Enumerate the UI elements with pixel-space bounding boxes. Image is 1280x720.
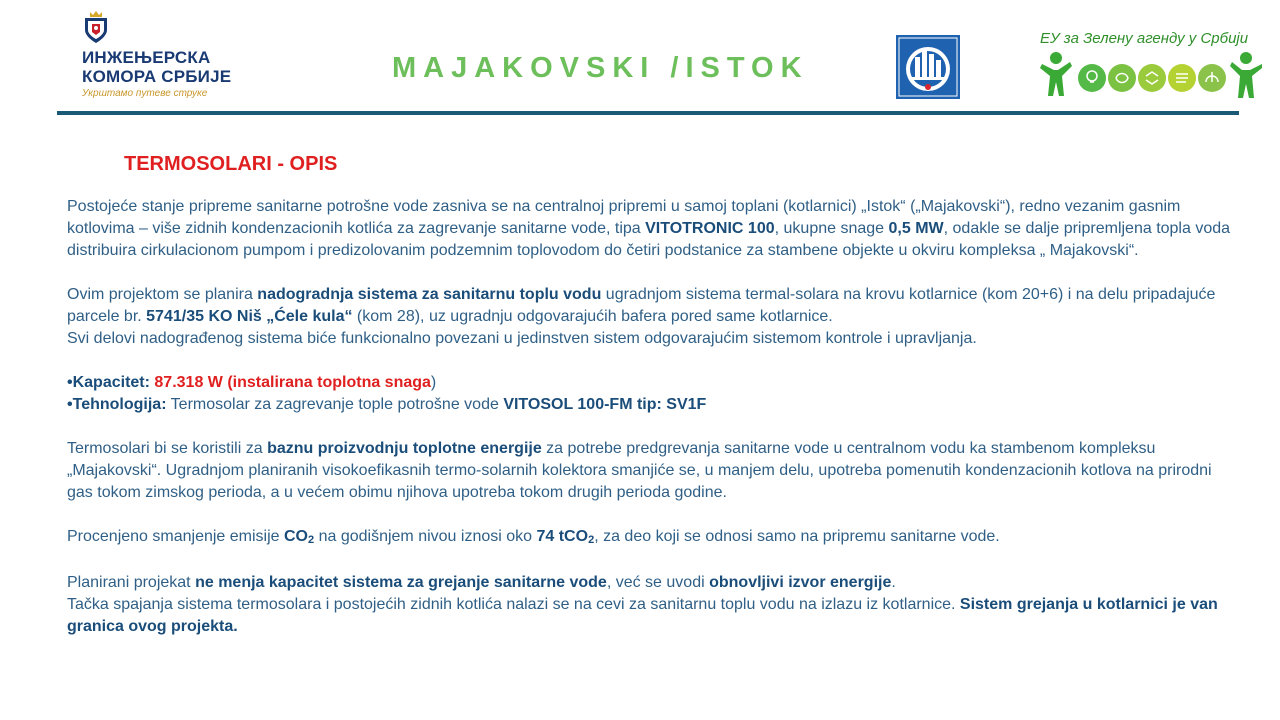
org-name-line1: ИНЖЕЊЕРСКА [82, 48, 211, 67]
city-building-logo-icon [896, 35, 960, 99]
bullet-label: •Kapacitet: [67, 374, 155, 391]
paragraph-emission [67, 526, 1235, 551]
org-tagline: Укрштамо путеве струке [82, 88, 208, 99]
header-title: MAJAKOVSKI /ISTOK [392, 52, 809, 84]
eu-green-agenda-logo [1040, 30, 1262, 102]
eu-green-agenda-text: ЕУ за Зелену агенду у Србији [1040, 30, 1249, 47]
text-run: ) [430, 374, 437, 391]
org-name-line2: КОМОРА СРБИЈЕ [82, 67, 232, 86]
text-run: , za deo koji se odnosi samo na pripremu sanitarne vode. [594, 528, 1000, 545]
usage-highlight: baznu proizvodnju toplotne energije [267, 440, 542, 457]
text-run: Termosolari bi se koristili za [67, 440, 268, 457]
slide-title: TERMOSOLARI - OPIS [124, 153, 338, 175]
text-run: ugradnjom sistema termal-solara na krovu kotlarnice (kom 20+6) i na delu pripadajuće parcele br. [67, 286, 1216, 325]
text-run: Ovim projektom se planira [67, 286, 258, 303]
text-run: Procenjeno smanjenje emisije [67, 528, 284, 545]
text-run: Postojeće stanje pripreme sanitarne potrošne vode zasniva se na centralnoj pripremi u samoj toplani (kotlarnici) „Istok“ („Majakovski“), redno vezanim gasnim kotlovima – više zidnih kondenzacionih kotlića za zagrevanje sanitarne vode, tipa [67, 198, 1181, 237]
renewable-source: obnovljivi izvor energije [709, 574, 892, 591]
ikc-logo [82, 10, 242, 102]
text-run: 74 tCO [536, 528, 589, 545]
text-run: na godišnjem nivou iznosi oko [314, 528, 537, 545]
text-run: Planirani projekat [67, 574, 196, 591]
co2-label [284, 528, 314, 545]
paragraph-project-plan [67, 284, 1235, 328]
text-run: za potrebe predgrevanja sanitarne vode u centralnom vodu ka stambenom kompleksu „Majakovski“. Ugradnjom planiranih visokoefikasnih termo-solarnih kolektora smanjiće se, u manjem delu, upotreba pomenutih kondenzacionih kotlova na prirodni gas tokom zimskog perioda, a u većem obimu njihova upotreba tokom drugih perioda godine. [67, 440, 1212, 501]
upgrade-highlight: nadogradnja sistema za sanitarnu toplu vodu [257, 286, 602, 303]
technology-value: VITOSOL 100-FM tip: SV1F [503, 396, 707, 413]
boiler-type: VITOTRONIC 100 [645, 220, 775, 237]
paragraph-connection-point [67, 594, 1235, 638]
bullet-technology [67, 394, 1235, 416]
slide-content [67, 196, 1235, 638]
text-run: Termosolar za zagrevanje tople potrošne vode [166, 396, 504, 413]
subscript: 2 [308, 534, 315, 546]
text-run: , odakle se dalje pripremljena topla voda distribuira cirkulacionom pumpom i predizolovanim podzemnim toplovodom do četiri podstanice za stambene objekte u okviru kompleksa „ Majakovski“. [67, 220, 1231, 259]
capacity-note-highlight: ne menja kapacitet sistema za grejanje sanitarne vode [195, 574, 607, 591]
paragraph-capacity-note [67, 572, 1235, 594]
paragraph-system-integration: Svi delovi nadograđenog sistema biće funkcionalno povezani u jedinstven sistem odgovarajućim sistemom kontrole i upravljanja. [67, 330, 977, 347]
text-run: Tačka spajanja sistema termosolara i postojećih zidnih kotlića nalazi se na cevi za sanitarnu toplu vodu na izlazu iz kotlarnice. [67, 596, 960, 613]
subscript: 2 [588, 534, 595, 546]
header-divider [57, 111, 1239, 115]
emission-value [536, 528, 594, 545]
capacity-value: 87.318 W (instalirana toplotna snaga [154, 374, 431, 391]
project-boundary: Sistem grejanja u kotlarnici je van granica ovog projekta. [67, 596, 1218, 635]
coat-of-arms-icon [82, 10, 110, 44]
paragraph-usage [67, 438, 1235, 504]
text-run: , ukupne snage [774, 220, 889, 237]
bullet-capacity [67, 372, 1235, 394]
bullet-label: •Tehnologija: [67, 396, 167, 413]
text-run: , već se uvodi [606, 574, 710, 591]
parcel-number: 5741/35 KO Niš „Ćele kula“ [146, 308, 353, 325]
text-run: (kom 28), uz ugradnju odgovarajućih bafera pored same kotlarnice. [352, 308, 833, 325]
green-agenda-icons [1040, 48, 1262, 104]
text-run: . [891, 574, 896, 591]
paragraph-existing-state [67, 196, 1235, 262]
total-power: 0,5 MW [888, 220, 944, 237]
text-run: CO [284, 528, 308, 545]
